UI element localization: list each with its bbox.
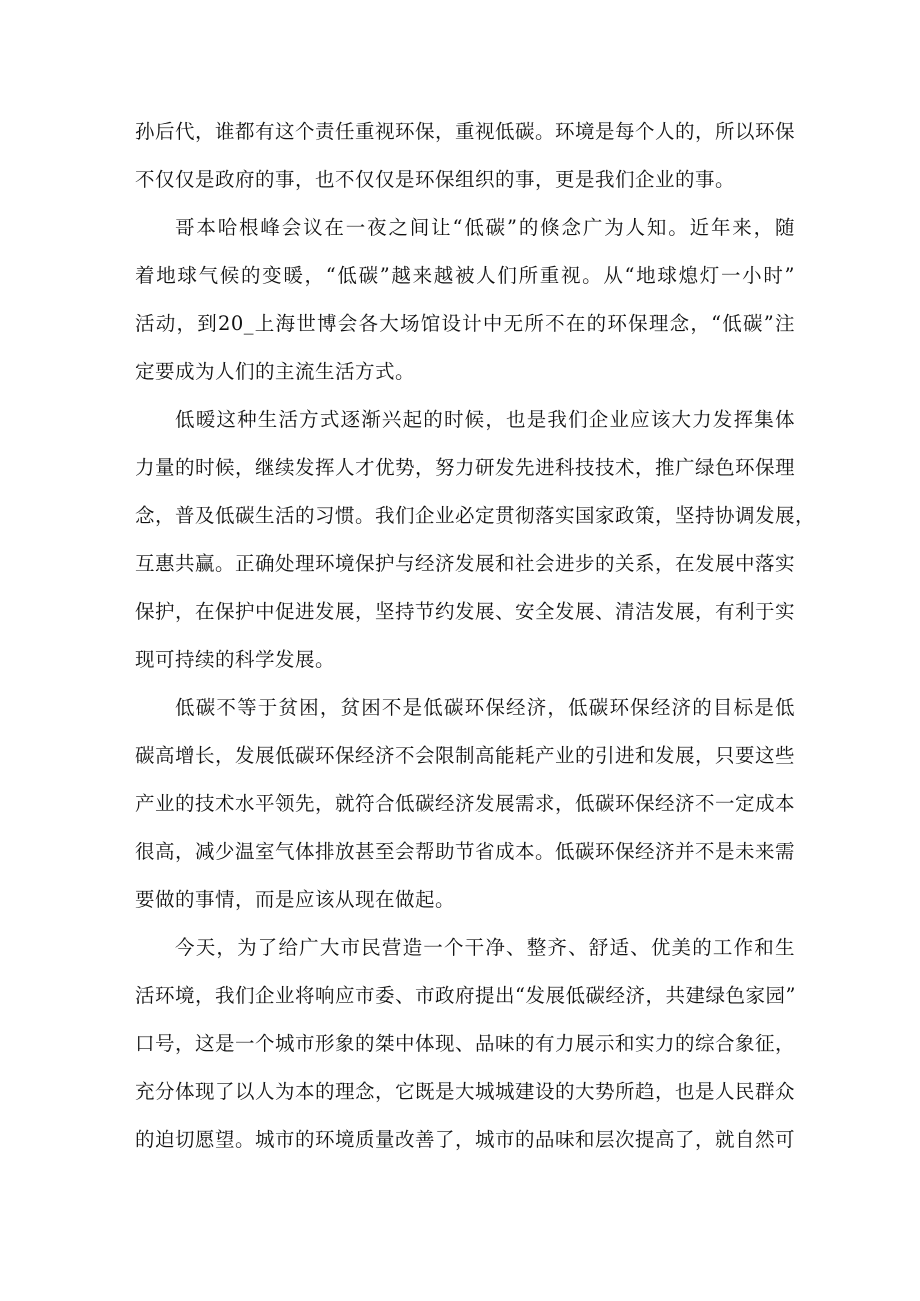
paragraph-first-line: 低碳不等于贫困，贫困不是低碳环保经济，低碳环保经济的目标是低 [175, 696, 795, 719]
text-line: 着地球气候的变暖，“低碳”越来越被人们所重视。从“地球熄灯一小时” [135, 264, 795, 287]
text-line: 念，普及低碳生活的习惯。我们企业必定贯彻落实国家政策，坚持协调发展， [135, 504, 816, 527]
text-line: 很高，减少温室气体排放甚至会帮助节省成本。低碳环保经济并不是未来需 [135, 840, 796, 863]
text-line: 产业的技术水平领先，就符合低碳经济发展需求，低碳环保经济不一定成本 [135, 792, 796, 815]
text-line: 充分体现了以人为本的理念，它既是大城城建设的大势所趋，也是人民群众 [135, 1080, 796, 1103]
text-line: 的迫切愿望。城市的环境质量改善了，城市的品味和层次提高了，就自然可 [135, 1128, 796, 1151]
text-line: 现可持续的科学发展。 [135, 648, 336, 671]
text-line: 要做的事情，而是应该从现在做起。 [135, 888, 456, 911]
paragraph-first-line: 今天，为了给广大市民营造一个干净、整齐、舒适、优美的工作和生 [175, 936, 795, 959]
text-line: 口号，这是一个城市形象的桀中体现、品味的有力展示和实力的综合象征， [135, 1032, 796, 1055]
text-line: 定要成为人们的主流生活方式。 [135, 360, 416, 383]
text-line: 力量的时候，继续发挥人才优势，努力研发先进科技技术，推广绿色环保理 [135, 456, 796, 479]
text-line: 碳高增长，发展低碳环保经济不会限制高能耗产业的引进和发展，只要这些 [135, 744, 796, 767]
paragraph-first-line: 哥本哈根峰会议在一夜之间让“低碳”的倏念广为人知。近年来，随 [175, 216, 795, 239]
text-line: 保护，在保护中促进发展，坚持节约发展、安全发展、清洁发展，有利于实 [135, 600, 796, 623]
text-line: 活环境，我们企业将响应市委、市政府提出“发展低碳经济，共建绿色家园” [135, 984, 796, 1007]
text-line: 不仅仅是政府的事，也不仅仅是环保组织的事，更是我们企业的事。 [135, 168, 736, 191]
text-line: 活动，到20_上海世博会各大场馆设计中无所不在的环保理念，“低碳”注 [135, 312, 795, 335]
text-line: 孙后代，谁都有这个责任重视环保，重视低碳。环境是每个人的，所以环保 [135, 120, 796, 143]
paragraph-first-line: 低暧这种生活方式逐渐兴起的时候，也是我们企业应该大力发挥集体 [175, 408, 795, 431]
text-line: 互惠共赢。正确处理环境保护与经济发展和社会进步的关系，在发展中落实 [135, 552, 796, 575]
